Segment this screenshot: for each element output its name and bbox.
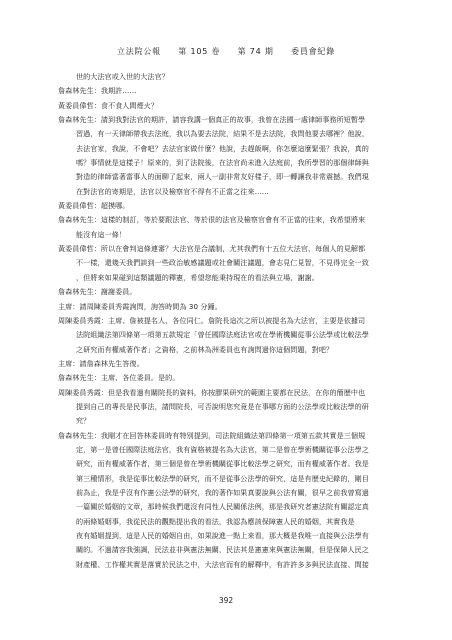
transcript-line: 主席：請詹森林先生答復。 <box>58 358 144 368</box>
transcript-line: 研究，而有權威著作者，第三個是曾在學術機關從事比較法學之研究，而有權威著作者。我是 <box>76 459 369 469</box>
transcript-line: 關的。不過請容我強調，民法並非與憲法無關，民法其是憲憲來與憲法無關，但是保障人民之 <box>76 545 369 555</box>
section-label: 委員會紀錄 <box>291 47 336 56</box>
transcript-line: 去法官家，我說，不會吧？去法官家做什麼？他說，去趕飯啊，你怎麼這麼緊張？我說，真的 <box>76 143 369 153</box>
page-header <box>0 46 452 57</box>
transcript-line: 主席：請周陳委員秀霞詢問，詢答時間為 30 分鐘。 <box>58 301 222 311</box>
transcript-line: 黃委員偉哲：所以在會判這條連審？大法官是合議制，尤其我們有十五位大法官，每個人的見解都 <box>58 244 366 254</box>
page-number: 392 <box>218 596 234 605</box>
transcript-line: 周陳委員秀霞：主席、詹被提名人、各位同仁。詹院長這次之所以被提名為大法官，主要是依據司 <box>58 315 366 325</box>
transcript-line: 對造的律師當著當事人的面聊了起來，兩人一副非常友好樣子，即一轉讓我非常震撼。我們現 <box>76 172 369 182</box>
transcript-line: 第三種情形，我是從事比較法學的研究，而不是從事公法學的研究，這是有歷史紀錄的，剛目 <box>76 473 369 483</box>
transcript-line: 詹森林先生：我剛才在回答林委員時有特別提到，司法院組織法第四條第一項第五款其實是三個規 <box>58 430 366 440</box>
transcript-line: 詹森林先生：請到我對法官的期許，請容我講一個真正的故事，我曾在法國一處律師事務所短暫學 <box>58 115 366 125</box>
issue-label: 第 74 期 <box>237 47 274 56</box>
transcript-line: 夜有婚姻提到，這是人民的婚姻自由，如果說進一點上來看，那大概是我唯一直接與公法學有 <box>76 531 369 540</box>
publication-title: 立法院公報 <box>116 47 161 56</box>
transcript-line: 黃委員偉哲：食不食人間煙火？ <box>58 100 159 110</box>
transcript-line: 周陳委員秀霞：但是我看過有關院長的資料，你按膠果研究的範圍主要都在民法，在你的簡歷中也 <box>58 387 366 397</box>
transcript-line: 詹森林先生：我期許…… <box>58 86 137 96</box>
transcript-line: 法院組織法第四條第一項第五款規定「曾任國際法庭法官或在學術機關從事公法學或比較法學 <box>76 330 369 340</box>
transcript-line: 財產權、工作權其實是落實於民法之中，大法官而有的解釋中，有許許多多與民法直接、間接 <box>76 559 369 569</box>
transcript-line: 究？ <box>76 416 91 426</box>
transcript-line: 世的大法官或入世的大法官？ <box>76 72 169 81</box>
transcript-line: ，但將來如果碰到這類議題的釋憲，希望您能秉持現在的看法與立場，謝謝。 <box>76 272 319 282</box>
transcript-line: 不一樣，還幾天我們談到一些政治敏感議題或社會關注議題，會志見仁見智，不見得完全一致 <box>76 258 369 268</box>
transcript-line: 嗎？事情就是這樣子！原來的，到了法院後，在法官尚未進入法庭前，我所學習的那個律師與 <box>76 158 369 168</box>
transcript-body <box>58 70 398 572</box>
transcript-line: 在對法官的寄期是，法官以及檢察官不得有不正當之往來…… <box>76 186 269 196</box>
transcript-line: 詹森林先生：這樣的制訂，等於要跟法官、等於很的法官及檢察官會有不正當的往來，我希望將來 <box>58 215 366 225</box>
transcript-line: 詹森林先生：謝謝委員。 <box>58 287 137 297</box>
transcript-line: 黃委員偉哲：超摸哪。 <box>58 201 130 211</box>
transcript-line: 能沒有這一條！ <box>76 229 127 239</box>
transcript-line: 之研究而有權威著作者」之資格，之前林為洲委員也有詢問過你這個問題，對吧？ <box>76 344 334 354</box>
transcript-line: 的兩條婚姻事，我從民法的觀點提出我的看法，我認為應該保障憲人民的婚姻，其實我是 <box>76 516 355 526</box>
transcript-line: 定，第一是曾任國際法庭法官，我有資格被提名為大法官，第二是曾在學術機關從事公法學之 <box>76 444 369 454</box>
transcript-line: 詹森林先生：主席、各位委員。是的。 <box>58 373 180 383</box>
transcript-line: 提到自己的專長是民事法，請問院長，可否說明您究竟是在事哪方面的公法學或比較法學的研 <box>76 401 369 411</box>
transcript-line: 前為止，我是乎沒有作憲公法學的研究，我的著作如果真要說與公法有關，很早之前我曾寫過 <box>76 487 369 497</box>
transcript-line: 一篇關於婚姻的文章，那時候我們還沒有同性人民關係法例，那是我研究者憲法院有關認定真 <box>76 502 369 512</box>
transcript-line: 習過，有一天律師帶我去法庭，我以為要去法院，結果不是去法院，我問他要去哪裡？他說， <box>76 129 369 139</box>
volume-label: 第 105 卷 <box>178 47 221 56</box>
